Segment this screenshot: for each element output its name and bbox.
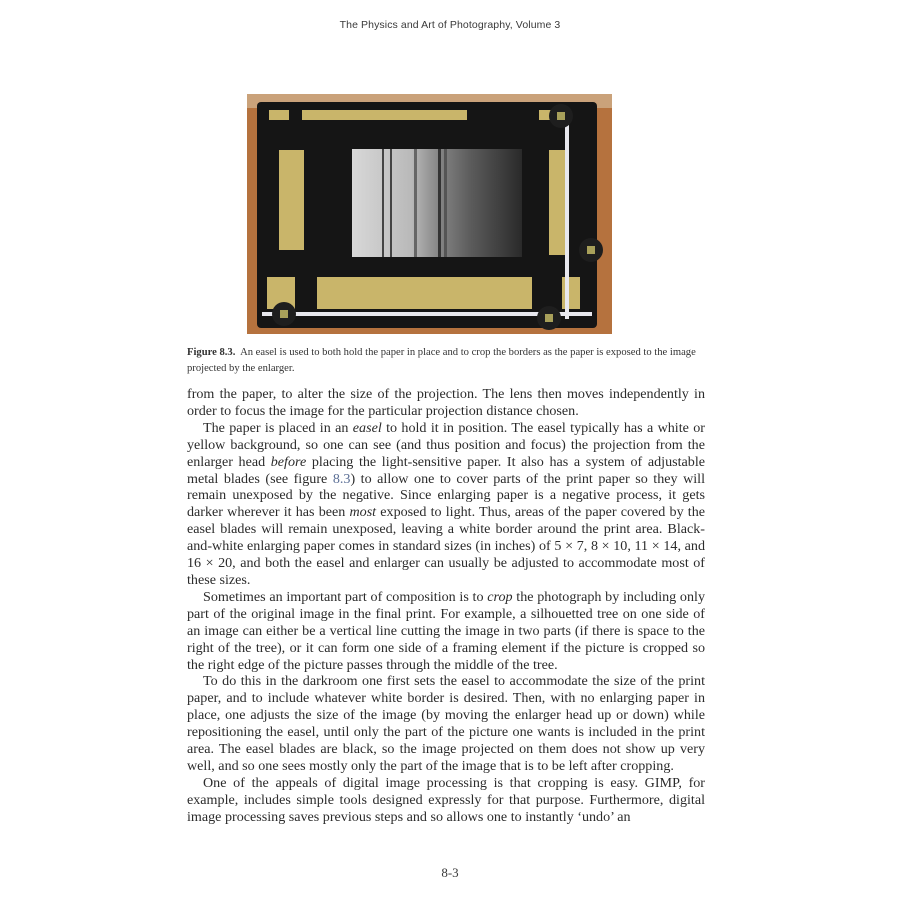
- text-run: The paper is placed in an: [203, 419, 353, 436]
- easel-background-panel: [317, 277, 532, 309]
- text-run: One of the appeals of digital image processing is that cropping is easy. GIMP, for example, includes simple tools designed expressly for that purpose. Furthermore, digital image processing saves previous steps and so allows one to instantly ‘undo’ an: [187, 774, 705, 825]
- figure-easel-photo: [247, 94, 612, 334]
- text-run: placing the light-sensitive paper. It also has a system of adjustable metal blades (see figure: [187, 453, 705, 487]
- caption-text: An easel is used to both hold the paper in place and to crop the borders as the paper is exposed to the image projected by the enlarger.: [187, 347, 696, 374]
- body-paragraph: [187, 775, 705, 826]
- caption-label: Figure 8.3.: [187, 347, 236, 358]
- easel-background-panel: [279, 150, 304, 250]
- easel-background-panel: [269, 110, 289, 120]
- body-paragraph: [187, 386, 705, 420]
- easel-background-panel: [302, 110, 467, 120]
- text-run: To do this in the darkroom one first sets the easel to accommodate the size of the print paper, and to include whatever white border is desired. Then, with no enlarging paper in place, one adjusts the size of the image (by moving the enlarger head up or down) while repositioning the easel, until only the part of the picture one wants is included in the print area. The easel blades are black, so the image projected on them does not show up very well, and so one sees mostly only the part of the image that is to be left after cropping.: [187, 673, 705, 774]
- text-run: Sometimes an important part of composition is to: [203, 588, 488, 605]
- text-run: from the paper, to alter the size of the projection. The lens then moves independently in order to focus the image for the particular projection distance chosen.: [187, 386, 705, 419]
- figure-reference-link[interactable]: 8.3: [332, 470, 351, 487]
- text-run: to hold it in position. The easel typically has a white or yellow background, so one can see (and thus position and focus) the projection from the enlarger head: [187, 419, 705, 470]
- emphasis: most: [349, 504, 377, 521]
- text-run: exposed to light. Thus, areas of the paper covered by the easel blades will remain unexposed, leaving a white border around the print area. Black-and-white enlarging paper comes in standard sizes (in inches) of 5 × 7, 8 × 10, 11 × 14, and 16 × 20, and both the easel and enlarger can usually be adjusted to accommodate most of these sizes.: [187, 504, 705, 588]
- body-paragraph: [187, 673, 705, 774]
- easel-knob: [272, 302, 296, 326]
- body-paragraph: [187, 589, 705, 674]
- page-number: 8-3: [441, 865, 459, 880]
- easel-frame: [257, 102, 597, 328]
- emphasis: crop: [487, 588, 513, 605]
- body-text: [187, 386, 705, 826]
- text-run: ) to allow one to cover parts of the print paper so they will remain unexposed by the negative. Since enlarging paper is a negative process, it gets darker wherever it has been: [187, 470, 706, 521]
- body-paragraph: [187, 420, 705, 589]
- easel-ruler-vertical: [565, 114, 569, 319]
- emphasis: before: [270, 453, 307, 470]
- easel-knob: [537, 306, 561, 330]
- easel-knob: [579, 238, 603, 262]
- running-head: The Physics and Art of Photography, Volume 3: [339, 19, 561, 31]
- easel-knob: [549, 104, 573, 128]
- text-run: the photograph by including only part of the original image in the final print. For example, a silhouetted tree on one side of an image can either be a vertical line cutting the image in two parts (if there is space to the right of the tree), or it can form one side of a framing element if the picture is cropped so the right edge of the picture passes through the middle of the tree.: [187, 588, 705, 673]
- projected-print: [352, 149, 522, 257]
- emphasis: easel: [352, 419, 382, 436]
- figure-caption: [187, 345, 707, 377]
